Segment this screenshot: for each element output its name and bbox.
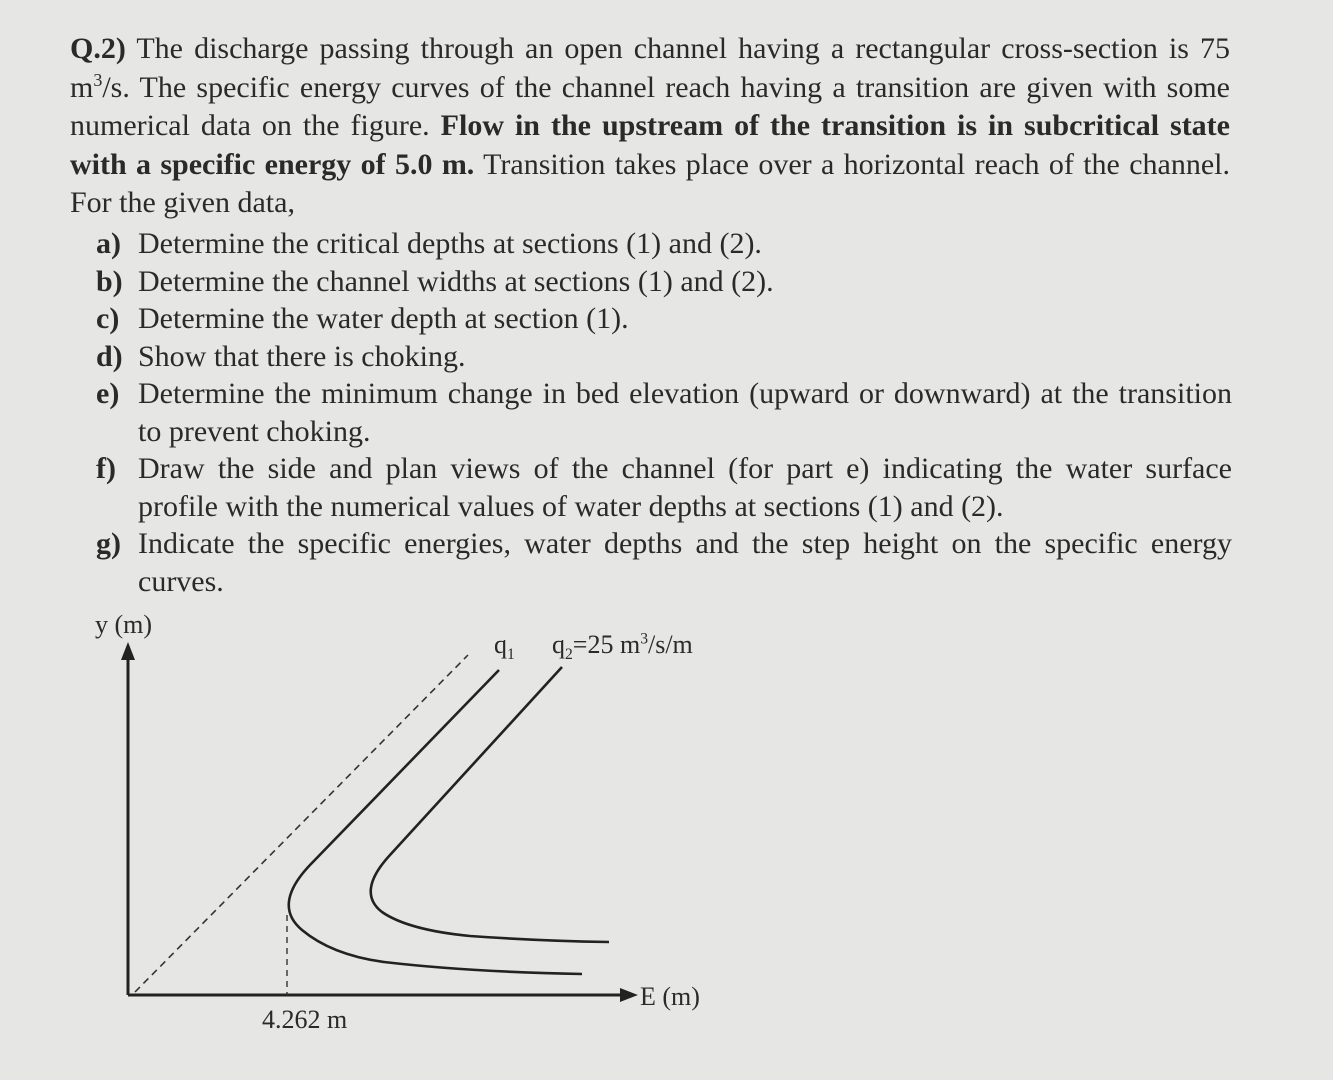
q2-subscript: 2	[565, 646, 573, 664]
part-label: b)	[96, 264, 123, 298]
part-label: a)	[96, 227, 121, 260]
part-e	[96, 375, 1232, 450]
y-axis-label: y (m)	[95, 610, 153, 639]
part-text: Determine the channel widths at sections (1) and (2).	[138, 264, 774, 298]
part-label: f)	[96, 452, 116, 485]
part-label: g)	[96, 527, 121, 560]
part-b	[96, 263, 1232, 301]
critical-energy-value-label: 4.262 m	[262, 1005, 348, 1034]
part-label: e)	[96, 377, 120, 410]
q2-value: =25 m	[572, 630, 641, 659]
q1-subscript: 1	[507, 646, 515, 664]
q2-curve-label	[552, 630, 693, 664]
specific-energy-figure	[0, 600, 1333, 1080]
part-d	[96, 338, 1232, 376]
question-number: Q.2)	[70, 32, 126, 65]
part-text: Indicate the specific energies, water depths and the step height on the specific energy curves.	[138, 527, 1232, 598]
q2-unit: /s/m	[647, 630, 693, 659]
part-a	[96, 225, 1232, 263]
part-c	[96, 300, 1232, 338]
q1-curve-label	[494, 630, 515, 664]
question-closing: Transition takes place over a horizontal reach of the channel. For the given data,	[70, 147, 1230, 219]
q2-specific-energy-curve	[371, 667, 609, 942]
part-f	[96, 450, 1232, 525]
q1-specific-energy-curve	[289, 670, 582, 974]
x-axis-label: E (m)	[640, 982, 700, 1011]
part-text: Determine the minimum change in bed elevation (upward or downward) at the transition to prevent choking.	[138, 377, 1232, 448]
unit-exponent: 3	[93, 69, 103, 90]
part-text: Determine the water depth at section (1).	[138, 302, 629, 335]
part-g	[96, 525, 1232, 600]
x-axis-arrowhead	[620, 988, 638, 1002]
q1-symbol: q	[494, 630, 507, 659]
question-bold-condition: Flow in the upstream of the transition is in subcritical state with a specific energy of 5.0 m.	[70, 109, 1230, 181]
question-intro: The discharge passing through an open channel having a rectangular cross-section is 75 m	[70, 32, 1230, 104]
y-axis-arrowhead	[121, 642, 135, 660]
question-intro-cont: /s. The specific energy curves of the channel reach having a transition are given with some numerical data on the figure.	[70, 70, 1230, 142]
question-text	[70, 30, 1230, 223]
part-label: d)	[96, 339, 123, 373]
part-text: Draw the side and plan views of the channel (for part e) indicating the water surface profile with the numerical values of water depths at sections (1) and (2).	[138, 452, 1232, 523]
q2-unit-exponent: 3	[640, 630, 648, 648]
part-text: Show that there is choking.	[138, 339, 466, 373]
question-parts-list	[96, 225, 1232, 600]
q2-symbol: q	[552, 630, 565, 659]
part-label: c)	[96, 302, 120, 335]
part-text: Determine the critical depths at sections (1) and (2).	[138, 227, 762, 260]
